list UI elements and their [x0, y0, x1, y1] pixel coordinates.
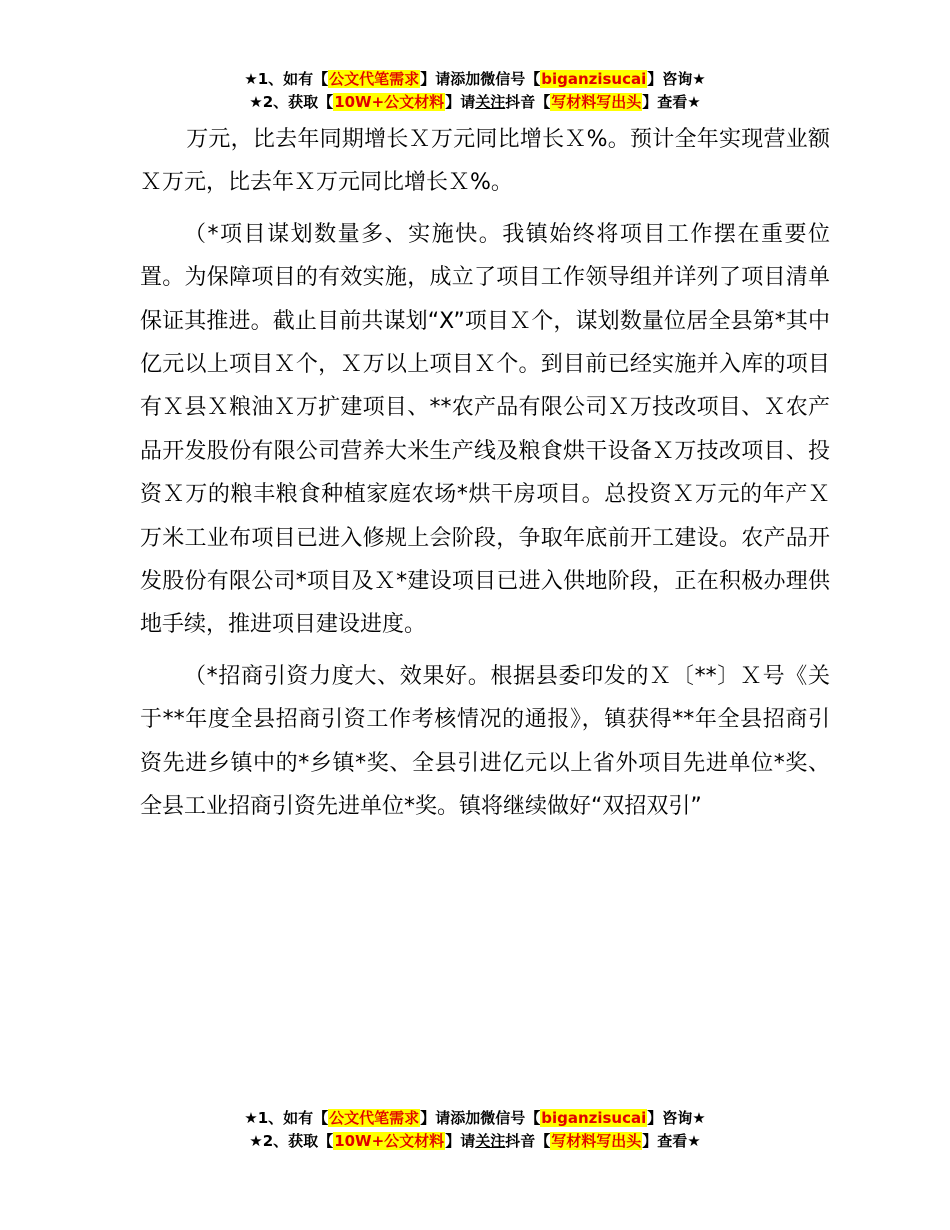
banner-highlight-douyin: 写材料写出头 [551, 93, 642, 111]
banner-text: 】请添加微信号【 [420, 70, 541, 88]
banner-text: 抖音【 [505, 93, 551, 111]
banner-highlight: 公文代笔需求 [329, 70, 420, 88]
banner-line-1 [0, 1107, 950, 1130]
banner-text: 】请添加微信号【 [420, 1109, 541, 1127]
banner-highlight-douyin: 写材料写出头 [551, 1132, 642, 1150]
banner-text: 】查看★ [642, 93, 701, 111]
banner-text: 抖音【 [505, 1132, 551, 1150]
banner-text: 】请 [445, 93, 476, 111]
banner-text: 】咨询★ [647, 1109, 706, 1127]
banner-line-2 [0, 91, 950, 114]
banner-line-1 [0, 68, 950, 91]
banner-text: ★2、获取【 [249, 1132, 334, 1150]
document-body [140, 118, 830, 837]
banner-highlight: 10W+公文材料 [334, 1132, 445, 1150]
banner-highlight: 公文代笔需求 [329, 1109, 420, 1127]
header-banner [0, 68, 950, 114]
banner-text: 】咨询★ [647, 70, 706, 88]
banner-highlight-wechat: biganzisucai [541, 70, 647, 88]
banner-text: 】请 [445, 1132, 476, 1150]
footer-banner [0, 1107, 950, 1153]
banner-underline: 关注 [475, 93, 506, 111]
banner-text: ★1、如有【 [244, 1109, 329, 1127]
banner-highlight: 10W+公文材料 [334, 93, 445, 111]
banner-text: ★2、获取【 [249, 93, 334, 111]
body-paragraph-1: 万元，比去年同期增长Ｘ万元同比增长Ｘ%。预计全年实现营业额Ｘ万元，比去年Ｘ万元同比增长Ｘ%。 [140, 127, 830, 196]
banner-highlight-wechat: biganzisucai [541, 1109, 647, 1127]
body-paragraph-3: （*招商引资力度大、效果好。根据县委印发的Ｘ〔**〕Ｘ号《关于**年度全县招商引资工作考核情况的通报》，镇获得**年全县招商引资先进乡镇中的*乡镇*奖、全县引进亿元以上省外项目先进单位*奖、全县工业招商引资先进单位*奖。镇将继续做好“双招双引” [140, 663, 830, 820]
body-paragraph-2: （*项目谋划数量多、实施快。我镇始终将项目工作摆在重要位置。为保障项目的有效实施，成立了项目工作领导组并详列了项目清单保证其推进。截止目前共谋划“X”项目Ｘ个，谋划数量位居全县第*其中亿元以上项目Ｘ个，Ｘ万以上项目Ｘ个。到目前已经实施并入库的项目有Ｘ县Ｘ粮油Ｘ万扩建项目、**农产品有限公司Ｘ万技改项目、Ｘ农产品开发股份有限公司营养大米生产线及粮食烘干设备Ｘ万技改项目、投资Ｘ万的粮丰粮食种植家庭农场*烘干房项目。总投资Ｘ万元的年产Ｘ万米工业布项目已进入修规上会阶段，争取年底前开工建设。农产品开发股份有限公司*项目及Ｘ*建设项目已进入供地阶段，正在积极办理供地手续，推进项目建设进度。 [140, 221, 830, 638]
banner-underline: 关注 [475, 1132, 506, 1150]
banner-text: 】查看★ [642, 1132, 701, 1150]
banner-text: ★1、如有【 [244, 70, 329, 88]
banner-line-2 [0, 1130, 950, 1153]
